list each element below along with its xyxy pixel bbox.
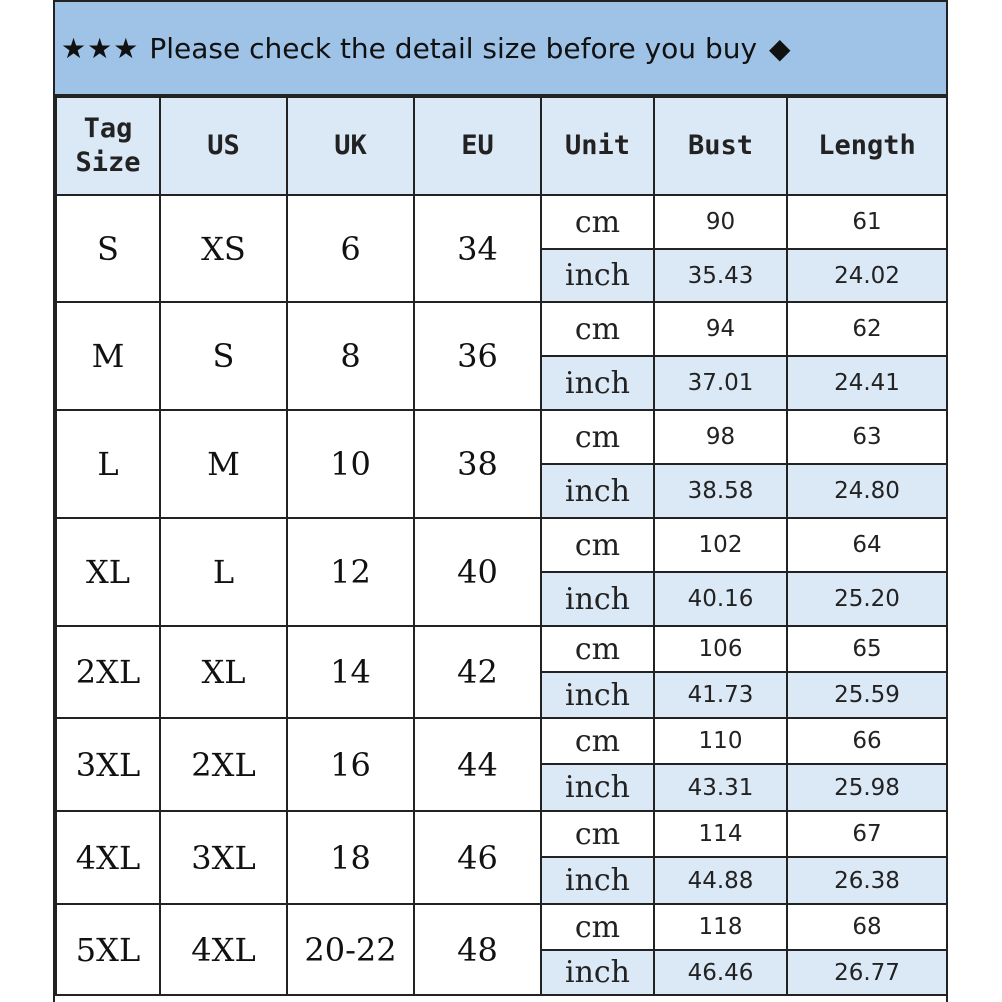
length-inch-cell: 24.80: [787, 464, 947, 518]
length-cm-cell: 66: [787, 718, 947, 764]
diamond-icon: ◆: [769, 31, 791, 65]
unit-inch-cell: inch: [541, 672, 654, 718]
header-uk: UK: [287, 97, 414, 195]
unit-inch-cell: inch: [541, 572, 654, 626]
unit-cm-cell: cm: [541, 626, 654, 672]
header-us: US: [160, 97, 287, 195]
uk-size-cell: 10: [287, 410, 414, 518]
unit-inch-cell: inch: [541, 356, 654, 410]
unit-inch-cell: inch: [541, 857, 654, 904]
tag-size-cell: XL: [56, 518, 160, 626]
bust-cm-cell: 110: [654, 718, 787, 764]
length-inch-cell: 25.98: [787, 764, 947, 811]
length-inch-cell: 25.20: [787, 572, 947, 626]
bust-cm-cell: 90: [654, 195, 787, 249]
us-size-cell: 2XL: [160, 718, 287, 811]
size-row-cm: [56, 410, 947, 464]
uk-size-cell: 6: [287, 195, 414, 302]
bust-inch-cell: 43.31: [654, 764, 787, 811]
size-notice-banner: [55, 2, 946, 96]
us-size-cell: M: [160, 410, 287, 518]
unit-inch-cell: inch: [541, 464, 654, 518]
header-length: Length: [787, 97, 947, 195]
tag-size-cell: 5XL: [56, 904, 160, 995]
length-cm-cell: 68: [787, 904, 947, 950]
length-cm-cell: 65: [787, 626, 947, 672]
bust-inch-cell: 38.58: [654, 464, 787, 518]
bust-inch-cell: 35.43: [654, 249, 787, 302]
unit-inch-cell: inch: [541, 950, 654, 995]
us-size-cell: 3XL: [160, 811, 287, 904]
bust-cm-cell: 106: [654, 626, 787, 672]
banner-text: Please check the detail size before you buy: [149, 31, 758, 65]
uk-size-cell: 14: [287, 626, 414, 718]
unit-cm-cell: cm: [541, 195, 654, 249]
bust-inch-cell: 41.73: [654, 672, 787, 718]
length-inch-cell: 26.38: [787, 857, 947, 904]
length-inch-cell: 24.41: [787, 356, 947, 410]
eu-size-cell: 36: [414, 302, 541, 410]
size-row-cm: [56, 195, 947, 249]
bust-inch-cell: 37.01: [654, 356, 787, 410]
size-row-cm: [56, 302, 947, 356]
header-unit: Unit: [541, 97, 654, 195]
bust-cm-cell: 114: [654, 811, 787, 857]
size-row-cm: [56, 626, 947, 672]
length-cm-cell: 61: [787, 195, 947, 249]
bust-cm-cell: 98: [654, 410, 787, 464]
tag-size-cell: 3XL: [56, 718, 160, 811]
uk-size-cell: 18: [287, 811, 414, 904]
tag-size-cell: 2XL: [56, 626, 160, 718]
bust-cm-cell: 94: [654, 302, 787, 356]
bust-cm-cell: 102: [654, 518, 787, 572]
tag-size-cell: L: [56, 410, 160, 518]
stars-icon: ★★★: [61, 31, 140, 65]
uk-size-cell: 20-22: [287, 904, 414, 995]
header-tag-size: Tag Size: [56, 97, 160, 195]
tag-size-cell: M: [56, 302, 160, 410]
bust-inch-cell: 46.46: [654, 950, 787, 995]
us-size-cell: S: [160, 302, 287, 410]
size-row-cm: [56, 811, 947, 857]
us-size-cell: 4XL: [160, 904, 287, 995]
unit-cm-cell: cm: [541, 518, 654, 572]
eu-size-cell: 34: [414, 195, 541, 302]
length-inch-cell: 25.59: [787, 672, 947, 718]
unit-cm-cell: cm: [541, 718, 654, 764]
eu-size-cell: 44: [414, 718, 541, 811]
uk-size-cell: 12: [287, 518, 414, 626]
eu-size-cell: 48: [414, 904, 541, 995]
header-eu: EU: [414, 97, 541, 195]
us-size-cell: XL: [160, 626, 287, 718]
uk-size-cell: 8: [287, 302, 414, 410]
size-row-cm: [56, 518, 947, 572]
length-cm-cell: 63: [787, 410, 947, 464]
bust-inch-cell: 40.16: [654, 572, 787, 626]
eu-size-cell: 42: [414, 626, 541, 718]
unit-inch-cell: inch: [541, 764, 654, 811]
us-size-cell: L: [160, 518, 287, 626]
length-cm-cell: 64: [787, 518, 947, 572]
size-row-cm: [56, 718, 947, 764]
eu-size-cell: 46: [414, 811, 541, 904]
bust-cm-cell: 118: [654, 904, 787, 950]
unit-cm-cell: cm: [541, 811, 654, 857]
length-inch-cell: 26.77: [787, 950, 947, 995]
length-inch-cell: 24.02: [787, 249, 947, 302]
uk-size-cell: 16: [287, 718, 414, 811]
bust-inch-cell: 44.88: [654, 857, 787, 904]
unit-cm-cell: cm: [541, 904, 654, 950]
tag-size-cell: 4XL: [56, 811, 160, 904]
size-row-cm: [56, 904, 947, 950]
size-chart: [53, 0, 948, 1002]
header-row: [56, 97, 947, 195]
length-cm-cell: 67: [787, 811, 947, 857]
tag-size-cell: S: [56, 195, 160, 302]
unit-inch-cell: inch: [541, 249, 654, 302]
us-size-cell: XS: [160, 195, 287, 302]
eu-size-cell: 40: [414, 518, 541, 626]
unit-cm-cell: cm: [541, 302, 654, 356]
size-table: [55, 96, 948, 996]
header-bust: Bust: [654, 97, 787, 195]
length-cm-cell: 62: [787, 302, 947, 356]
unit-cm-cell: cm: [541, 410, 654, 464]
eu-size-cell: 38: [414, 410, 541, 518]
